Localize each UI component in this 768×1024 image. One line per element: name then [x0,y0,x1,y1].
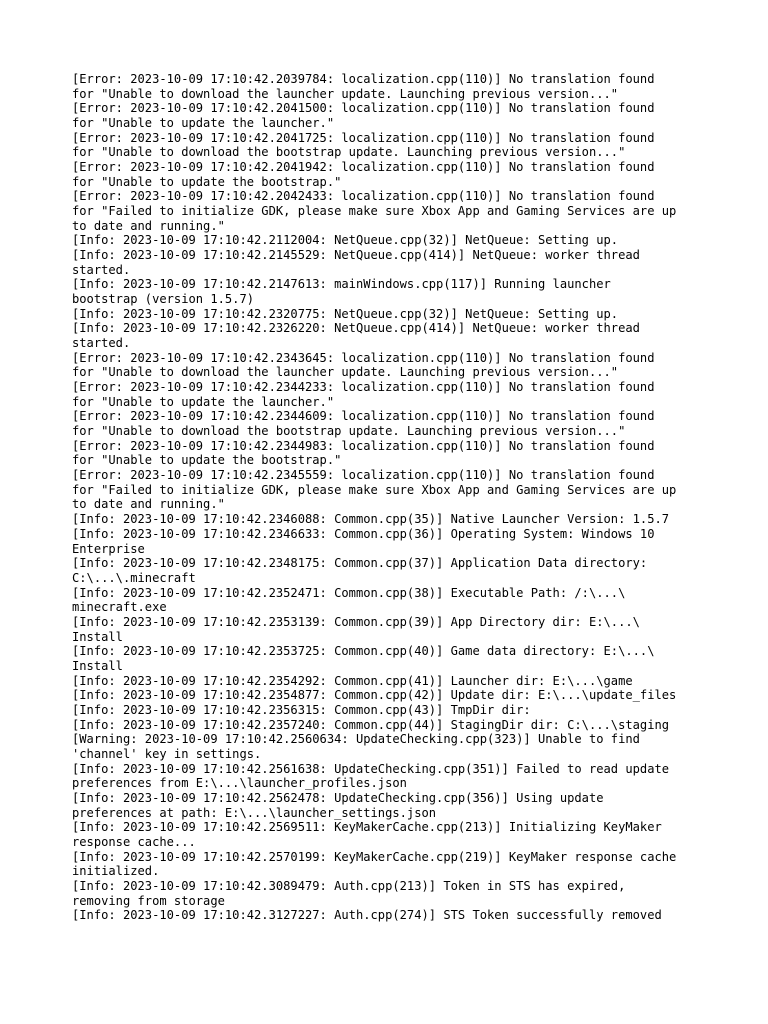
log-line: [Info: 2023-10-09 17:10:42.2352471: Common.cpp(38)] Executable Path: /:\...\ [72,585,626,600]
log-line: for "Unable to update the bootstrap." [72,174,342,189]
log-line: for "Unable to update the launcher." [72,116,335,131]
log-line: [Info: 2023-10-09 17:10:42.3127227: Auth.cpp(274)] STS Token successfully removed [72,908,662,923]
log-line: [Error: 2023-10-09 17:10:42.2343645: localization.cpp(110)] No translation found [72,350,655,365]
log-line: [Info: 2023-10-09 17:10:42.3089479: Auth.cpp(213)] Token in STS has expired, [72,878,626,893]
log-line: [Info: 2023-10-09 17:10:42.2348175: Common.cpp(37)] Application Data directory: [72,556,648,571]
log-line: [Error: 2023-10-09 17:10:42.2041500: localization.cpp(110)] No translation found [72,101,655,116]
log-line: preferences from E:\...\launcher_profiles.json [72,776,407,791]
log-line: removing from storage [72,893,225,908]
log-line: for "Failed to initialize GDK, please make sure Xbox App and Gaming Services are up [72,204,677,219]
log-line: [Error: 2023-10-09 17:10:42.2344609: localization.cpp(110)] No translation found [72,409,655,424]
log-output [72,72,702,923]
log-line: [Info: 2023-10-09 17:10:42.2561638: UpdateChecking.cpp(351)] Failed to read update [72,761,670,776]
log-line: to date and running." [72,218,225,233]
log-line: for "Unable to update the launcher." [72,394,335,409]
log-line: [Error: 2023-10-09 17:10:42.2345559: localization.cpp(110)] No translation found [72,468,655,483]
log-line: [Info: 2023-10-09 17:10:42.2147613: mainWindows.cpp(117)] Running launcher [72,277,611,292]
log-line: [Info: 2023-10-09 17:10:42.2145529: NetQueue.cpp(414)] NetQueue: worker thread [72,248,640,263]
log-line: [Info: 2023-10-09 17:10:42.2354292: Common.cpp(41)] Launcher dir: E:\...\game [72,673,633,688]
log-line: [Error: 2023-10-09 17:10:42.2041725: localization.cpp(110)] No translation found [72,130,655,145]
log-line: [Info: 2023-10-09 17:10:42.2112004: NetQueue.cpp(32)] NetQueue: Setting up. [72,233,619,248]
log-line: started. [72,336,131,351]
log-line: [Info: 2023-10-09 17:10:42.2354877: Common.cpp(42)] Update dir: E:\...\update_files [72,688,677,703]
log-line: C:\...\.minecraft [72,570,196,585]
log-line: [Error: 2023-10-09 17:10:42.2039784: localization.cpp(110)] No translation found [72,72,655,86]
log-line: for "Unable to download the bootstrap update. Launching previous version..." [72,145,626,160]
log-line: [Warning: 2023-10-09 17:10:42.2560634: UpdateChecking.cpp(323)] Unable to find [72,732,640,747]
log-line: [Info: 2023-10-09 17:10:42.2326220: NetQueue.cpp(414)] NetQueue: worker thread [72,321,640,336]
log-line: [Info: 2023-10-09 17:10:42.2320775: NetQueue.cpp(32)] NetQueue: Setting up. [72,306,619,321]
log-line: preferences at path: E:\...\launcher_settings.json [72,805,437,820]
log-line: [Info: 2023-10-09 17:10:42.2562478: UpdateChecking.cpp(356)] Using update [72,790,604,805]
log-line: Install [72,658,123,673]
log-line: [Info: 2023-10-09 17:10:42.2353725: Common.cpp(40)] Game data directory: E:\...\ [72,644,655,659]
log-line: Enterprise [72,541,145,556]
log-line: 'channel' key in settings. [72,746,262,761]
log-line: [Info: 2023-10-09 17:10:42.2353139: Common.cpp(39)] App Directory dir: E:\...\ [72,614,640,629]
log-line: response cache... [72,834,196,849]
log-line: [Error: 2023-10-09 17:10:42.2344983: localization.cpp(110)] No translation found [72,438,655,453]
log-line: [Info: 2023-10-09 17:10:42.2346088: Common.cpp(35)] Native Launcher Version: 1.5.7 [72,512,670,527]
log-line: Install [72,629,123,644]
log-line: [Error: 2023-10-09 17:10:42.2344233: localization.cpp(110)] No translation found [72,380,655,395]
log-line: [Info: 2023-10-09 17:10:42.2356315: Common.cpp(43)] TmpDir dir: [72,702,531,717]
log-line: for "Unable to update the bootstrap." [72,453,342,468]
log-line: for "Unable to download the bootstrap update. Launching previous version..." [72,424,626,439]
log-line: minecraft.exe [72,600,167,615]
log-line: [Info: 2023-10-09 17:10:42.2346633: Common.cpp(36)] Operating System: Windows 10 [72,526,655,541]
log-line: for "Unable to download the launcher update. Launching previous version..." [72,86,619,101]
log-line: [Info: 2023-10-09 17:10:42.2357240: Common.cpp(44)] StagingDir dir: C:\...\staging [72,717,670,732]
log-line: [Info: 2023-10-09 17:10:42.2569511: KeyMakerCache.cpp(213)] Initializing KeyMaker [72,820,662,835]
log-line: [Error: 2023-10-09 17:10:42.2042433: localization.cpp(110)] No translation found [72,189,655,204]
log-line: to date and running." [72,497,225,512]
log-line: [Info: 2023-10-09 17:10:42.2570199: KeyMakerCache.cpp(219)] KeyMaker response cache [72,849,677,864]
log-line: initialized. [72,864,160,879]
log-line: [Error: 2023-10-09 17:10:42.2041942: localization.cpp(110)] No translation found [72,160,655,175]
log-line: bootstrap (version 1.5.7) [72,292,255,307]
log-line: for "Unable to download the launcher update. Launching previous version..." [72,365,619,380]
log-line: started. [72,262,131,277]
log-line: for "Failed to initialize GDK, please make sure Xbox App and Gaming Services are up [72,482,677,497]
